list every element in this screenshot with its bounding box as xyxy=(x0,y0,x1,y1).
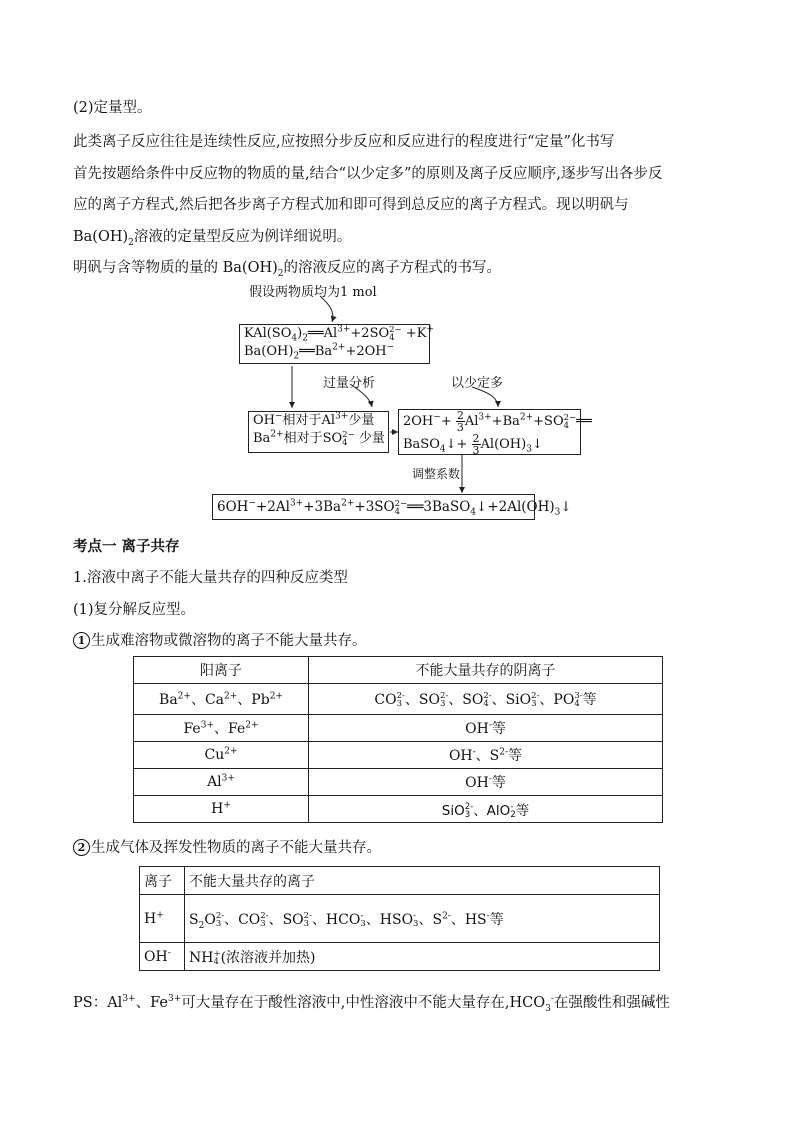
table-row: $Fe^{3+}$、$Fe^{2+}$ OH-等 xyxy=(134,715,663,742)
section-title: 考点一 离子共存 xyxy=(73,538,180,555)
circled-number-1: 1 xyxy=(73,632,90,649)
intro-paragraph-line-1: 此类离子反应往往是连续性反应,应按照分步反应和反应进行的程度进行“定量”化书写 xyxy=(73,134,615,150)
table-header-row xyxy=(134,657,663,684)
flow-excess-label: 过量分析 xyxy=(323,376,376,391)
table-row: $Cu^{2+}$ OH-、$S^{2-}$等 xyxy=(134,742,663,769)
table-row: OH- NH + 4 (浓溶液并加热) xyxy=(140,943,660,971)
flow-box-equation: 2OH−+ $\frac{2}{3}$ $Al^{3+}+Ba^{2+}+SO$ 2− 4 ══ BaSO$_4$↓+ $\frac{2}{3}$ $Al(OH)_3↓$ xyxy=(398,409,581,455)
section-subtitle-1: 1.溶液中离子不能大量共存的四种反应类型 xyxy=(73,570,348,586)
note-2: 2 生成气体及挥发性物质的离子不能大量共存。 xyxy=(73,836,381,857)
flow-less-label: 以少定多 xyxy=(451,376,504,391)
flow-adjust-label: 调整系数 xyxy=(412,467,461,481)
intro-paragraph-line-5: 明矾与含等物质的量的 $Ba(OH)_2$的溶液反应的离子方程式的书写。 xyxy=(73,260,501,279)
flow-box-excess: OH−相对于$Al^{3+}$少量 $Ba^{2+}$相对于SO 2− 4 少量 xyxy=(248,411,389,453)
table-row: H+ $S_2O$ 2- 3 、CO 2- 3 、SO 2- 3 、HCO - 3 、HSO - 3 、$S^{2-}$、HS-等 xyxy=(140,895,660,943)
intro-paragraph-line-2: 首先按题给条件中反应物的物质的量,结合“以少定多”的原则及离子反应顺序,逐步写出各步反 xyxy=(73,166,663,182)
flow-box-ionization: $KAl(SO_4)_2══Al^{3+}+2SO$ 2− 4 +K+ $Ba(OH)_2══Ba^{2+}+2OH^-$ xyxy=(239,324,430,364)
table-header: 不能大量共存的阴离子 xyxy=(309,657,663,684)
volatile-ion-table xyxy=(139,866,660,971)
section-subtitle-2: (1)复分解反应型。 xyxy=(73,602,196,618)
note-1: 1 生成难溶物或微溶物的离子不能大量共存。 xyxy=(73,629,367,650)
intro-paragraph-line-4: $Ba(OH)_2$溶液的定量型反应为例详细说明。 xyxy=(73,229,352,248)
table-row: $Al^{3+}$ OH-等 xyxy=(134,769,663,796)
intro-heading: (2)定量型。 xyxy=(73,100,152,116)
intro-paragraph-line-3: 应的离子方程式,然后把各步离子方程式加和即可得到总反应的离子方程式。现以明矾与 xyxy=(73,197,629,213)
table-row: H+ SiO 2- 3 、AlO - 2 等 xyxy=(134,796,663,823)
table-header: 阳离子 xyxy=(134,657,309,684)
flow-box-final: $6OH^-+2Al^{3+}+3Ba^{2+}+3SO$ 2− 4 $══3BaSO_4↓+2Al(OH)_3↓$ xyxy=(212,494,535,520)
table-header-row xyxy=(140,867,660,895)
table-header: 离子 xyxy=(140,867,185,895)
table-header: 不能大量共存的离子 xyxy=(185,867,660,895)
ps-note: PS：$Al^{3+}$、$Fe^{3+}$可大量存在于酸性溶液中,中性溶液中不能大量存在$,HCO_3^-$在强酸性和强碱性 xyxy=(73,994,670,1014)
insoluble-ion-table xyxy=(133,656,663,823)
flow-assume-label: 假设两物质均为1 mol xyxy=(249,285,377,300)
circled-number-2: 2 xyxy=(73,839,90,856)
table-row: $Ba^{2+}$、$Ca^{2+}$、$Pb^{2+}$ CO 2- 3 、SO 2- 3 、SO 2- 4 、SiO 2- 3 、PO 3- 4 等 xyxy=(134,684,663,715)
